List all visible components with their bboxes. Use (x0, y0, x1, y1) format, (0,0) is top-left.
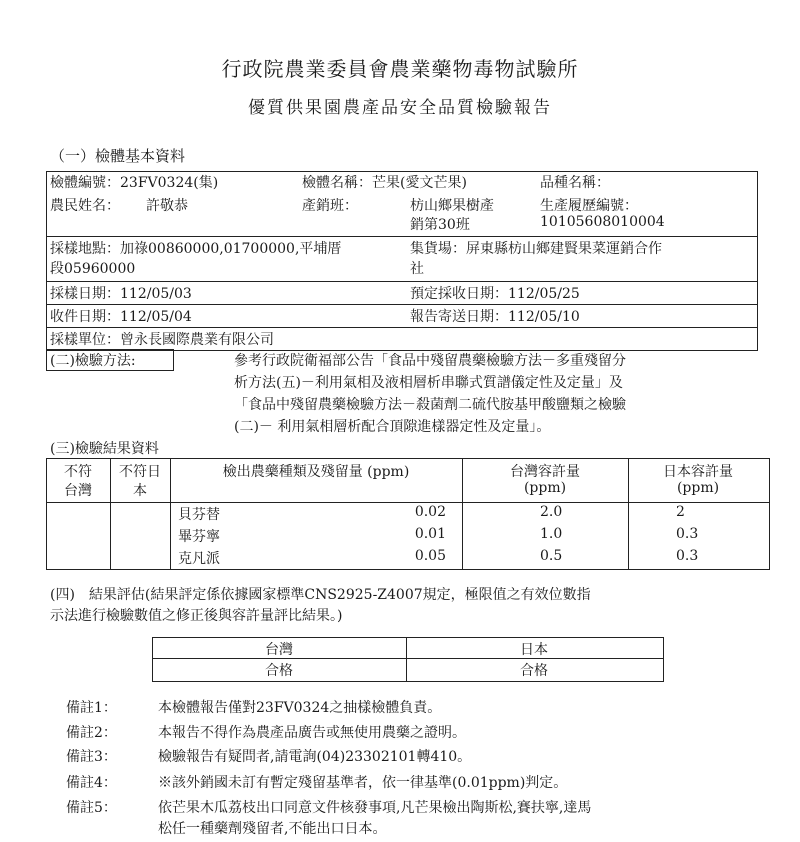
institute-title: 行政院農業委員會農業藥物毒物試驗所 (221, 57, 579, 81)
pesticide-name: 畢芬寧 (178, 529, 220, 545)
eval-japan-result: 合格 (520, 663, 548, 679)
note-label: 備註4： (66, 775, 117, 791)
divider (46, 236, 757, 237)
pesticide-name: 貝芬替 (178, 507, 220, 523)
eval-taiwan-header: 台灣 (265, 642, 293, 658)
taiwan-limit: 1.0 (540, 526, 563, 542)
fail-japan-header-1: 不符日 (119, 464, 161, 480)
fail-japan-header-2: 本 (133, 483, 147, 499)
note-text: 檢驗報告有疑問者,請電詢(04)23302101轉410。 (158, 749, 472, 765)
note-text: ※該外銷國未訂有暫定殘留基準者，依一律基準(0.01ppm)判定。 (158, 775, 568, 791)
evaluation-line-2: 示法進行檢驗數值之修正後與容許量評比結果。) (50, 608, 343, 624)
sampling-location-2: 段05960000 (50, 261, 136, 277)
note-text: 依芒果木瓜荔枝出口同意文件核發事項,凡芒果檢出陶斯松,賽扶寧,達馬 (158, 800, 592, 816)
farmer-name: 許敬恭 (146, 198, 188, 214)
market-line-2: 社 (410, 261, 424, 277)
note-text: 本檢體報告僅對23FV0324之抽樣檢體負責。 (158, 700, 442, 716)
method-line-3: 「食品中殘留農藥檢驗方法－殺菌劑二硫代胺基甲酸鹽類之檢驗 (234, 397, 626, 413)
divider (46, 304, 757, 305)
japan-limit: 0.3 (676, 526, 699, 542)
fail-taiwan-header-2: 台灣 (64, 483, 92, 499)
eval-japan-header: 日本 (520, 642, 548, 658)
harvest-date: 預定採收日期：112/05/25 (410, 286, 580, 302)
sampling-date: 採樣日期：112/05/03 (50, 286, 192, 302)
sales-group-line2: 銷第30班 (410, 217, 470, 233)
results-heading: (三)檢驗結果資料 (50, 441, 159, 457)
japan-limit-header-1: 日本容許量 (663, 464, 733, 480)
method-line-2: 析方法(五)－利用氣相及液相層析串聯式質譜儀定性及定量」及 (234, 375, 623, 391)
note-label: 備註5： (66, 800, 117, 816)
pesticide-header: 檢出農藥種類及殘留量 (ppm) (222, 464, 410, 480)
japan-limit: 2 (676, 504, 685, 520)
note-text: 本報告不得作為農產品廣告或無使用農藥之證明。 (158, 725, 466, 741)
eval-taiwan-result: 合格 (265, 663, 293, 679)
method-heading: (二)檢驗方法: (50, 353, 136, 369)
method-line-1: 參考行政院衛福部公告「食品中殘留農藥檢驗方法－多重殘留分 (234, 353, 626, 369)
sampling-location-1: 採樣地點：加祿00860000,01700000,平埔厝 (50, 241, 342, 257)
taiwan-limit-header-1: 台灣容許量 (510, 464, 580, 480)
report-title: 優質供果園農產品安全品質檢驗報告 (248, 98, 552, 118)
trace-number: 10105608010004 (540, 214, 665, 230)
taiwan-limit: 0.5 (540, 548, 563, 564)
evaluation-line-1: (四) 結果評估(結果評定係依據國家標準CNS2925-Z4007規定，極限值之有效位數指 (50, 587, 591, 603)
taiwan-limit-header-2: (ppm) (523, 480, 567, 496)
sample-number: 檢體編號：23FV0324(集) (50, 175, 219, 191)
report-date: 報告寄送日期：112/05/10 (410, 309, 580, 325)
section1-heading: （一）檢體基本資料 (50, 147, 186, 165)
sampling-unit: 採樣單位：曾永長國際農業有限公司 (50, 332, 274, 348)
japan-limit-header-2: (ppm) (676, 480, 720, 496)
fail-taiwan-header-1: 不符 (64, 464, 92, 480)
residue-amount: 0.05 (414, 548, 446, 564)
japan-limit: 0.3 (676, 548, 699, 564)
sales-group-line1: 枋山鄉果樹產 (410, 198, 494, 214)
taiwan-limit: 2.0 (540, 504, 563, 520)
sales-group-label: 產銷班： (302, 198, 358, 214)
market-line-1: 集貨場：屏東縣枋山鄉建賢果菜運銷合作 (410, 241, 662, 257)
farmer-label: 農民姓名： (50, 198, 120, 214)
note-label: 備註2： (66, 725, 117, 741)
variety-name: 品種名稱： (540, 175, 610, 191)
note-label: 備註3： (66, 749, 117, 765)
note-text-continued: 松任一種藥劑殘留者,不能出口日本。 (158, 821, 387, 837)
residue-amount: 0.02 (414, 504, 446, 520)
residue-amount: 0.01 (414, 526, 446, 542)
receive-date: 收件日期：112/05/04 (50, 309, 192, 325)
pesticide-name: 克凡派 (178, 551, 220, 567)
divider (46, 327, 757, 328)
note-label: 備註1： (66, 700, 117, 716)
divider (46, 281, 757, 282)
sample-name: 檢體名稱：芒果(愛文芒果) (302, 175, 467, 191)
header-divider (46, 502, 769, 503)
trace-label: 生產履歷編號： (540, 198, 638, 214)
method-line-4: (二)－ 利用氣相層析配合頂隙進樣器定性及定量」。 (234, 419, 551, 435)
